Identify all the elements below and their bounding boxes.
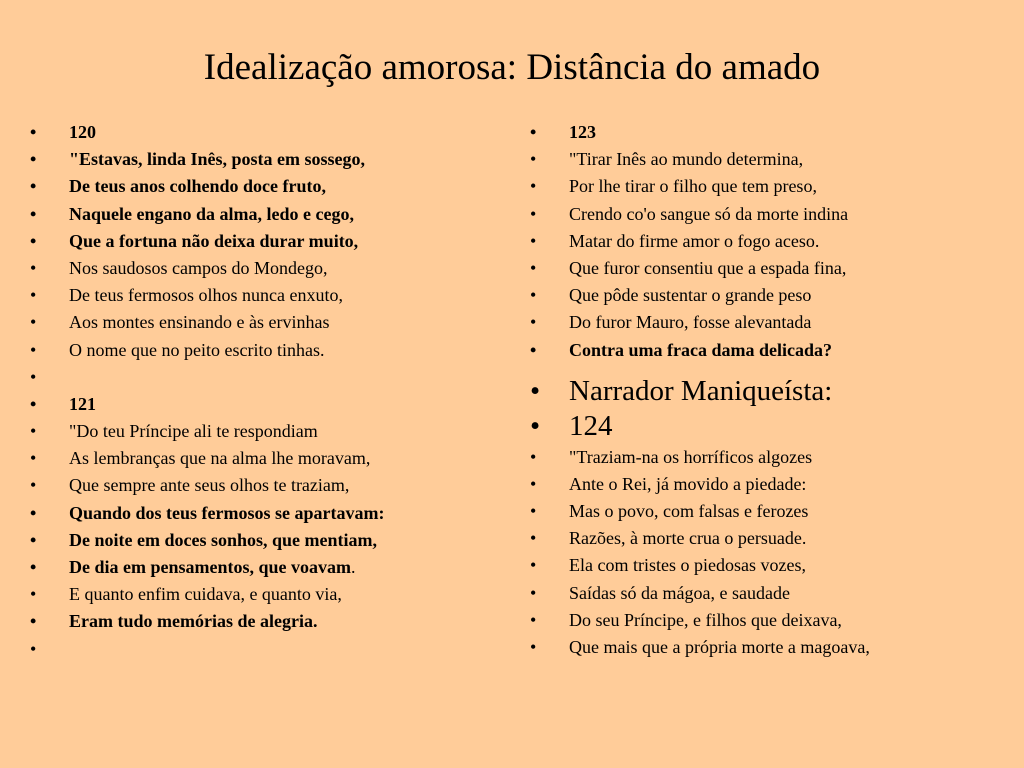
left-bullet-item [30, 228, 500, 255]
right-bullet-item [530, 607, 1000, 634]
right-bullet-item [530, 444, 1000, 471]
left-bullet-item [30, 119, 500, 146]
left-column-list [30, 119, 500, 663]
left-bullet-text: Que a fortuna não deixa durar muito, [69, 230, 359, 251]
left-bullet-item [30, 201, 500, 228]
left-bullet-item [30, 554, 500, 581]
right-bullet-item [530, 201, 1000, 228]
right-bullet-item [530, 228, 1000, 255]
right-bullet-text: Mas o povo, com falsas e ferozes [569, 501, 809, 522]
right-bullet-text: Ela com tristes o piedosas vozes, [569, 555, 806, 576]
right-bullet-text: Que pôde sustentar o grande peso [569, 285, 812, 306]
right-bullet-item [530, 282, 1000, 309]
right-bullet-item [530, 337, 1000, 364]
left-bullet-text: 120 [69, 122, 96, 142]
left-bullet-item [30, 337, 500, 364]
left-bullet-text: E quanto enfim cuidava, e quanto via, [69, 584, 342, 605]
right-bullet-item [530, 634, 1000, 661]
left-bullet-text: Nos saudosos campos do Mondego, [69, 257, 328, 278]
right-bullet-item [530, 255, 1000, 282]
right-bullet-text: 123 [569, 122, 596, 142]
right-bullet-item [530, 552, 1000, 579]
right-bullet-text: Do seu Príncipe, e filhos que deixava, [569, 609, 842, 630]
right-bullet-text: Do furor Mauro, fosse alevantada [569, 312, 812, 333]
left-bullet-item [30, 636, 500, 663]
right-bullet-text: "Traziam-na os horríficos algozes [569, 446, 813, 467]
right-bullet-text: Matar do firme amor o fogo aceso. [569, 230, 820, 251]
left-bullet-text: Quando dos teus fermosos se apartavam: [69, 502, 385, 523]
right-bullet-item [530, 525, 1000, 552]
left-bullet-item [30, 418, 500, 445]
left-bullet-item [30, 255, 500, 282]
left-bullet-item [30, 608, 500, 635]
left-bullet-text: Aos montes ensinando e às ervinhas [69, 312, 330, 333]
right-bullet-item [530, 173, 1000, 200]
left-bullet-item [30, 364, 500, 391]
slide-title: Idealização amorosa: Distância do amado [203, 47, 821, 88]
right-bullet-item [530, 498, 1000, 525]
left-bullet-text: Eram tudo memórias de alegria. [69, 611, 318, 632]
right-bullet-text: Saídas só da mágoa, e saudade [569, 582, 790, 603]
right-bullet-text: Que furor consentiu que a espada fina, [569, 257, 847, 278]
left-bullet-item [30, 309, 500, 336]
right-bullet-item [530, 309, 1000, 336]
right-column-list [530, 119, 1000, 661]
left-bullet-text: O nome que no peito escrito tinhas. [69, 339, 325, 360]
right-bullet-text: Por lhe tirar o filho que tem preso, [569, 176, 817, 197]
left-bullet-text: De teus fermosos olhos nunca enxuto, [69, 285, 343, 306]
right-bullet-item [530, 580, 1000, 607]
left-bullet-item [30, 146, 500, 173]
left-bullet-item [30, 472, 500, 499]
left-bullet-text: De noite em doces sonhos, que mentiam, [69, 529, 377, 550]
left-bullet-text: De dia em pensamentos, que voavam [69, 557, 351, 577]
left-bullet-item [30, 391, 500, 418]
left-bullet-item [30, 173, 500, 200]
right-bullet-item [530, 146, 1000, 173]
left-bullet-item [30, 445, 500, 472]
left-bullet-item [30, 581, 500, 608]
left-bullet-text: Que sempre ante seus olhos te traziam, [69, 475, 350, 496]
left-bullet-text: 121 [69, 393, 96, 414]
left-bullet-suffix: . [351, 557, 356, 577]
left-bullet-text: "Estavas, linda Inês, posta em sossego, [69, 149, 366, 170]
right-bullet-text: Contra uma fraca dama delicada? [569, 339, 832, 360]
right-bullet-item [530, 374, 1000, 409]
right-bullet-item [530, 471, 1000, 498]
right-bullet-text: Que mais que a própria morte a magoava, [569, 637, 870, 657]
left-bullet-text: De teus anos colhendo doce fruto, [69, 176, 326, 197]
left-bullet-item [30, 527, 500, 554]
right-bullet-item [530, 409, 1000, 444]
left-bullet-text: Naquele engano da alma, ledo e cego, [69, 203, 354, 224]
right-bullet-item [530, 119, 1000, 146]
right-bullet-text: 124 [569, 409, 613, 442]
right-bullet-text: Crendo co'o sangue só da morte indina [569, 203, 849, 224]
right-bullet-text: Razões, à morte crua o persuade. [569, 528, 807, 549]
left-bullet-text: "Do teu Príncipe ali te respondiam [69, 421, 318, 442]
right-bullet-text: Ante o Rei, já movido a piedade: [569, 473, 807, 494]
left-bullet-item [30, 500, 500, 527]
left-bullet-item [30, 282, 500, 309]
left-bullet-text: As lembranças que na alma lhe moravam, [69, 448, 371, 469]
right-bullet-text: "Tirar Inês ao mundo determina, [569, 149, 804, 170]
right-bullet-text: Narrador Maniqueísta: [569, 374, 833, 407]
